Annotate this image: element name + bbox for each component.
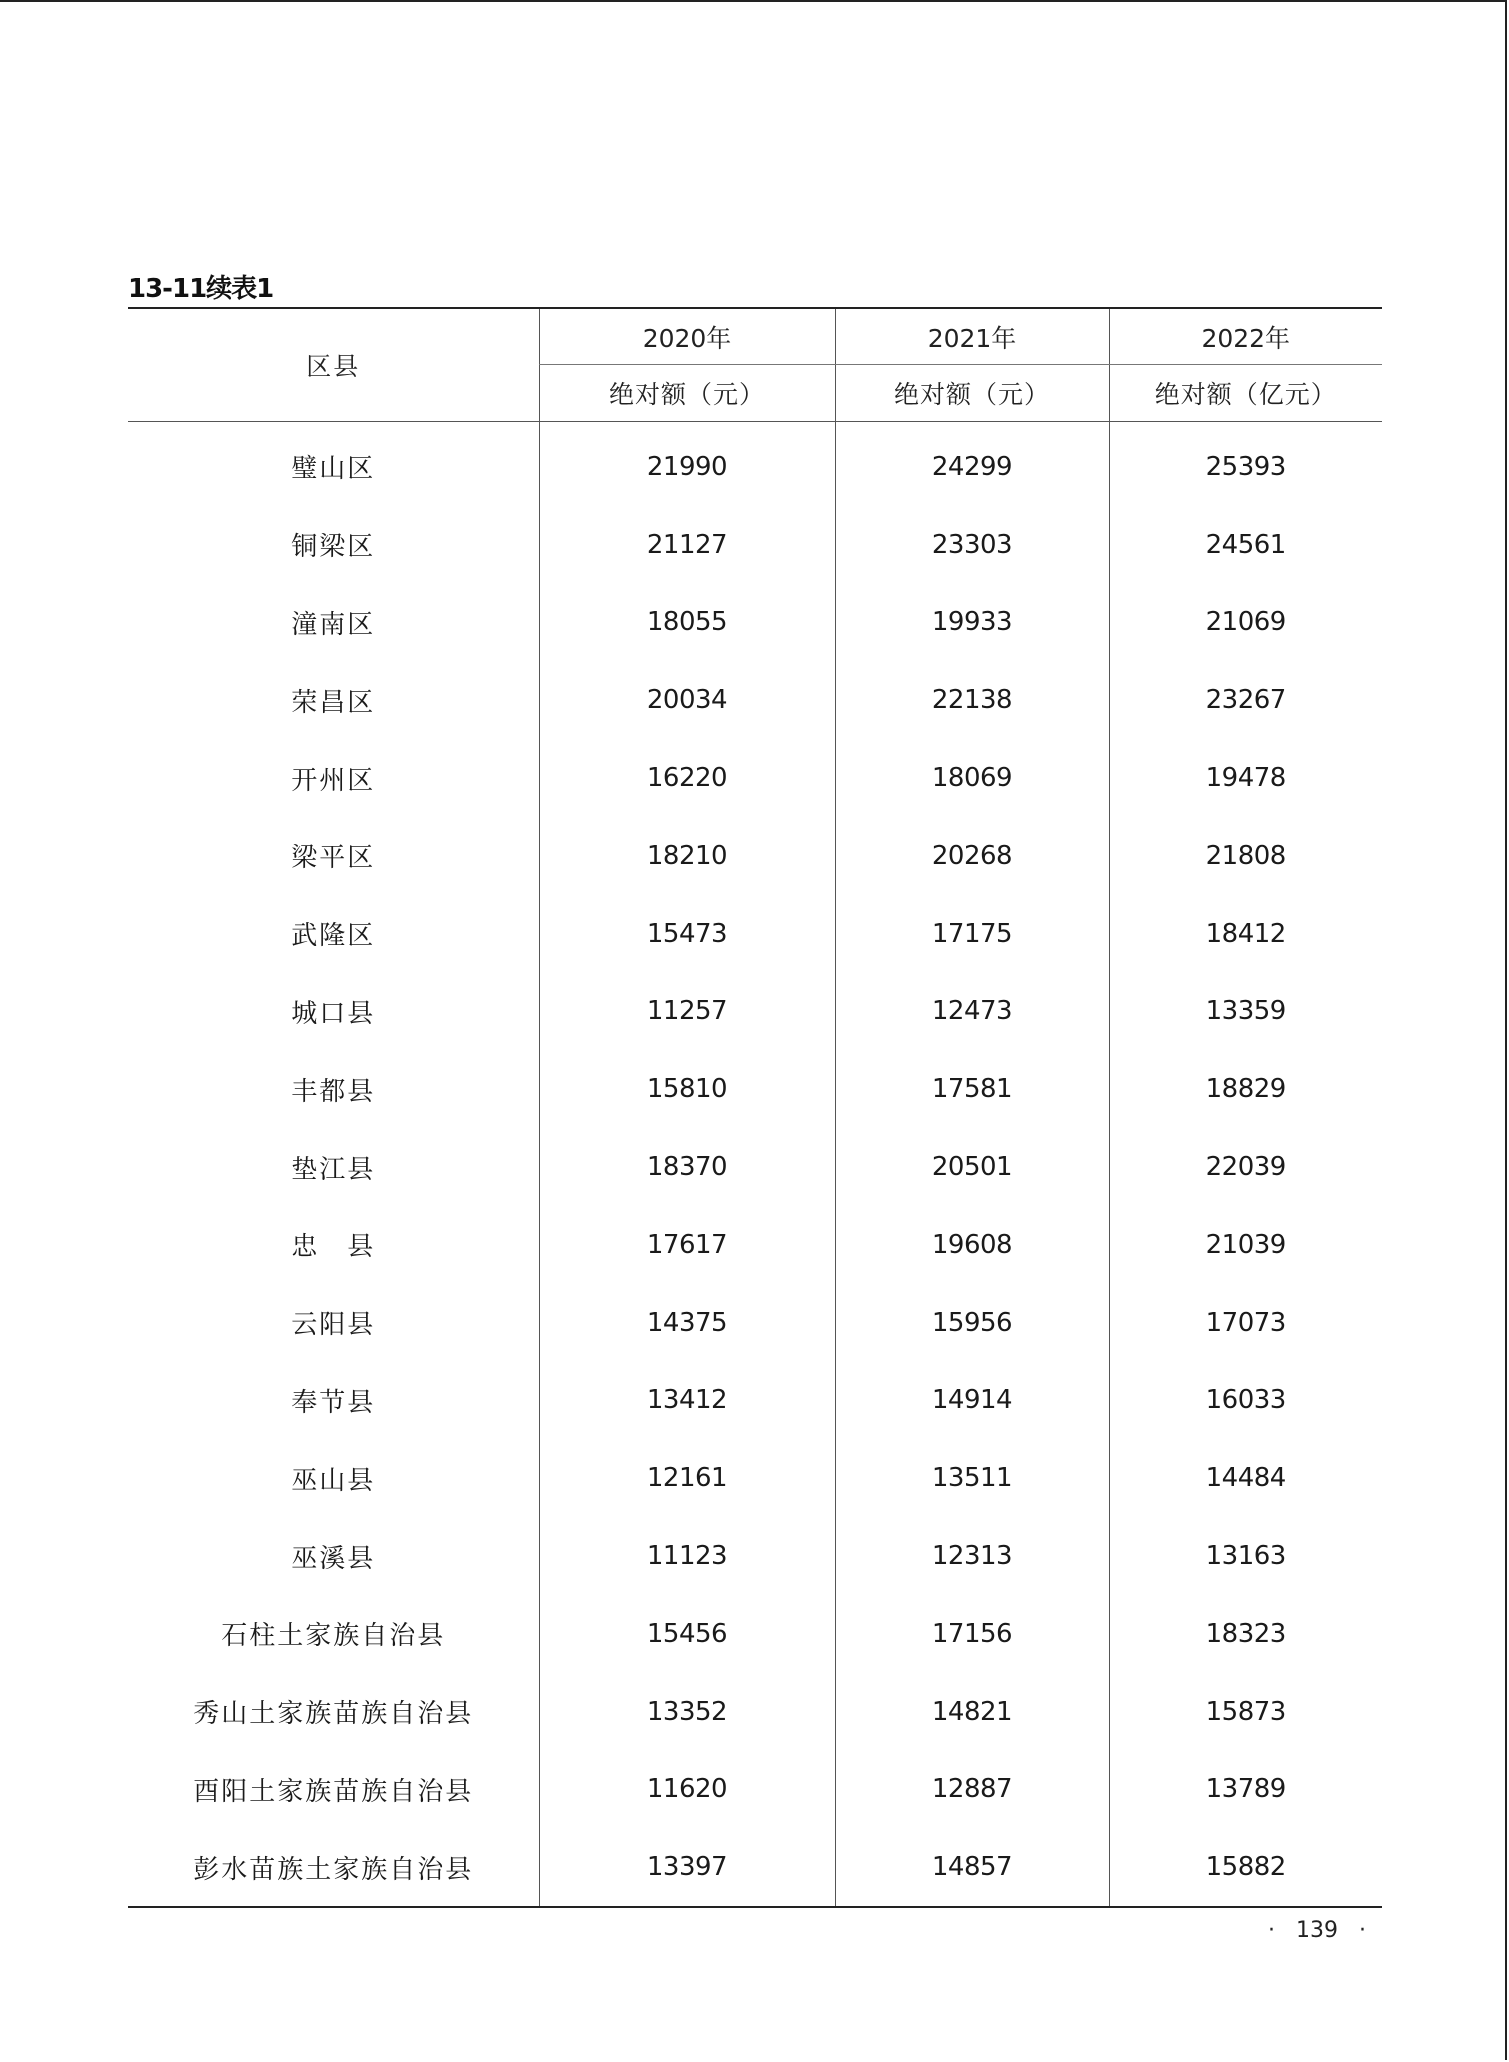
value-cell-2022: 13163 bbox=[1109, 1517, 1382, 1595]
district-name-cell: 璧山区 bbox=[291, 454, 376, 485]
district-name-cell: 彭水苗族土家族自治县 bbox=[128, 1828, 539, 1907]
district-name-cell: 忠 县 bbox=[291, 1232, 376, 1263]
value-cell-2022: 19478 bbox=[1109, 739, 1382, 817]
value-cell-2020: 20034 bbox=[539, 661, 835, 739]
year-header-2021: 2021年 bbox=[835, 308, 1109, 365]
value-cell-2020: 14375 bbox=[539, 1284, 835, 1362]
value-cell-2022: 24561 bbox=[1109, 506, 1382, 584]
district-name-cell: 酉阳土家族苗族自治县 bbox=[193, 1776, 474, 1807]
value-cell-2022: 16033 bbox=[1109, 1362, 1382, 1440]
value-cell-2020: 15810 bbox=[539, 1050, 835, 1128]
value-cell-2022: 18829 bbox=[1109, 1050, 1382, 1128]
table-row bbox=[128, 1751, 1382, 1829]
value-cell-2022: 21808 bbox=[1109, 817, 1382, 895]
value-cell-2022: 21039 bbox=[1109, 1206, 1382, 1284]
value-cell-2020: 17617 bbox=[539, 1206, 835, 1284]
value-cell-2020: 21990 bbox=[539, 422, 835, 506]
district-name-cell: 梁平区 bbox=[291, 843, 376, 874]
unit-header-2021: 绝对额（元） bbox=[835, 365, 1109, 422]
district-name-cell: 巫溪县 bbox=[291, 1543, 376, 1574]
value-cell-2020: 11257 bbox=[539, 973, 835, 1051]
value-cell-2020: 18210 bbox=[539, 817, 835, 895]
table-row bbox=[128, 1284, 1382, 1362]
table-title: 13-11续表1 bbox=[128, 274, 274, 304]
value-cell-2020: 11620 bbox=[539, 1751, 835, 1829]
district-name-cell: 开州区 bbox=[291, 765, 376, 796]
district-name-cell: 城口县 bbox=[291, 998, 376, 1029]
table-row bbox=[128, 1517, 1382, 1595]
value-cell-2020: 12161 bbox=[539, 1439, 835, 1517]
value-cell-2022: 15873 bbox=[1109, 1673, 1382, 1751]
year-header-2022: 2022年 bbox=[1109, 308, 1382, 365]
value-cell-2021: 12887 bbox=[835, 1751, 1109, 1829]
table-row bbox=[128, 506, 1382, 584]
value-cell-2022: 18412 bbox=[1109, 895, 1382, 973]
value-cell-2020: 11123 bbox=[539, 1517, 835, 1595]
value-cell-2021: 17175 bbox=[835, 895, 1109, 973]
value-cell-2021: 23303 bbox=[835, 506, 1109, 584]
district-name-cell: 潼南区 bbox=[291, 609, 376, 640]
table-row bbox=[128, 661, 1382, 739]
district-name-cell: 奉节县 bbox=[291, 1387, 376, 1418]
value-cell-2020: 21127 bbox=[539, 506, 835, 584]
district-name-cell: 丰都县 bbox=[291, 1076, 376, 1107]
value-cell-2022: 13789 bbox=[1109, 1751, 1382, 1829]
table-row bbox=[128, 1128, 1382, 1206]
value-cell-2021: 19608 bbox=[835, 1206, 1109, 1284]
table-row bbox=[128, 1828, 1382, 1907]
value-cell-2022: 21069 bbox=[1109, 584, 1382, 662]
district-name-cell: 云阳县 bbox=[291, 1310, 376, 1341]
district-name-cell: 铜梁区 bbox=[291, 532, 376, 563]
year-header-2020: 2020年 bbox=[539, 308, 835, 365]
district-name-cell: 武隆区 bbox=[291, 921, 376, 952]
value-cell-2021: 12473 bbox=[835, 973, 1109, 1051]
value-cell-2022: 17073 bbox=[1109, 1284, 1382, 1362]
value-cell-2022: 14484 bbox=[1109, 1439, 1382, 1517]
table-row bbox=[128, 895, 1382, 973]
district-income-table bbox=[128, 307, 1382, 1908]
value-cell-2020: 15473 bbox=[539, 895, 835, 973]
unit-header-2020: 绝对额（元） bbox=[539, 365, 835, 422]
table-row bbox=[128, 1673, 1382, 1751]
value-cell-2021: 20501 bbox=[835, 1128, 1109, 1206]
value-cell-2021: 18069 bbox=[835, 739, 1109, 817]
table-row bbox=[128, 422, 1382, 506]
value-cell-2021: 17581 bbox=[835, 1050, 1109, 1128]
district-name-cell: 荣昌区 bbox=[291, 687, 376, 718]
value-cell-2022: 15882 bbox=[1109, 1828, 1382, 1907]
value-cell-2021: 12313 bbox=[835, 1517, 1109, 1595]
page-number: · 139 · bbox=[1268, 1918, 1366, 1943]
value-cell-2021: 13511 bbox=[835, 1439, 1109, 1517]
value-cell-2021: 22138 bbox=[835, 661, 1109, 739]
district-name-cell: 巫山县 bbox=[291, 1465, 376, 1496]
value-cell-2021: 24299 bbox=[835, 422, 1109, 506]
table-row bbox=[128, 1595, 1382, 1673]
table-row bbox=[128, 739, 1382, 817]
value-cell-2020: 13397 bbox=[539, 1828, 835, 1907]
value-cell-2020: 13352 bbox=[539, 1673, 835, 1751]
table-row bbox=[128, 1439, 1382, 1517]
table-row bbox=[128, 1362, 1382, 1440]
value-cell-2021: 14857 bbox=[835, 1828, 1109, 1907]
value-cell-2021: 19933 bbox=[835, 584, 1109, 662]
district-name-cell: 垫江县 bbox=[291, 1154, 376, 1185]
value-cell-2022: 13359 bbox=[1109, 973, 1382, 1051]
table-body bbox=[128, 422, 1382, 1908]
value-cell-2020: 18055 bbox=[539, 584, 835, 662]
value-cell-2022: 25393 bbox=[1109, 422, 1382, 506]
table-row bbox=[128, 817, 1382, 895]
district-name-cell: 石柱土家族自治县 bbox=[221, 1621, 446, 1652]
value-cell-2021: 15956 bbox=[835, 1284, 1109, 1362]
table-row bbox=[128, 1206, 1382, 1284]
district-column-header: 区县 bbox=[128, 308, 539, 422]
value-cell-2022: 23267 bbox=[1109, 661, 1382, 739]
table-row bbox=[128, 1050, 1382, 1128]
value-cell-2020: 15456 bbox=[539, 1595, 835, 1673]
value-cell-2021: 14821 bbox=[835, 1673, 1109, 1751]
value-cell-2020: 18370 bbox=[539, 1128, 835, 1206]
value-cell-2020: 16220 bbox=[539, 739, 835, 817]
district-name-cell: 秀山土家族苗族自治县 bbox=[193, 1699, 474, 1730]
value-cell-2020: 13412 bbox=[539, 1362, 835, 1440]
value-cell-2022: 18323 bbox=[1109, 1595, 1382, 1673]
unit-header-2022: 绝对额（亿元） bbox=[1109, 365, 1382, 422]
value-cell-2022: 22039 bbox=[1109, 1128, 1382, 1206]
table-row bbox=[128, 584, 1382, 662]
value-cell-2021: 17156 bbox=[835, 1595, 1109, 1673]
table-row bbox=[128, 973, 1382, 1051]
value-cell-2021: 20268 bbox=[835, 817, 1109, 895]
value-cell-2021: 14914 bbox=[835, 1362, 1109, 1440]
